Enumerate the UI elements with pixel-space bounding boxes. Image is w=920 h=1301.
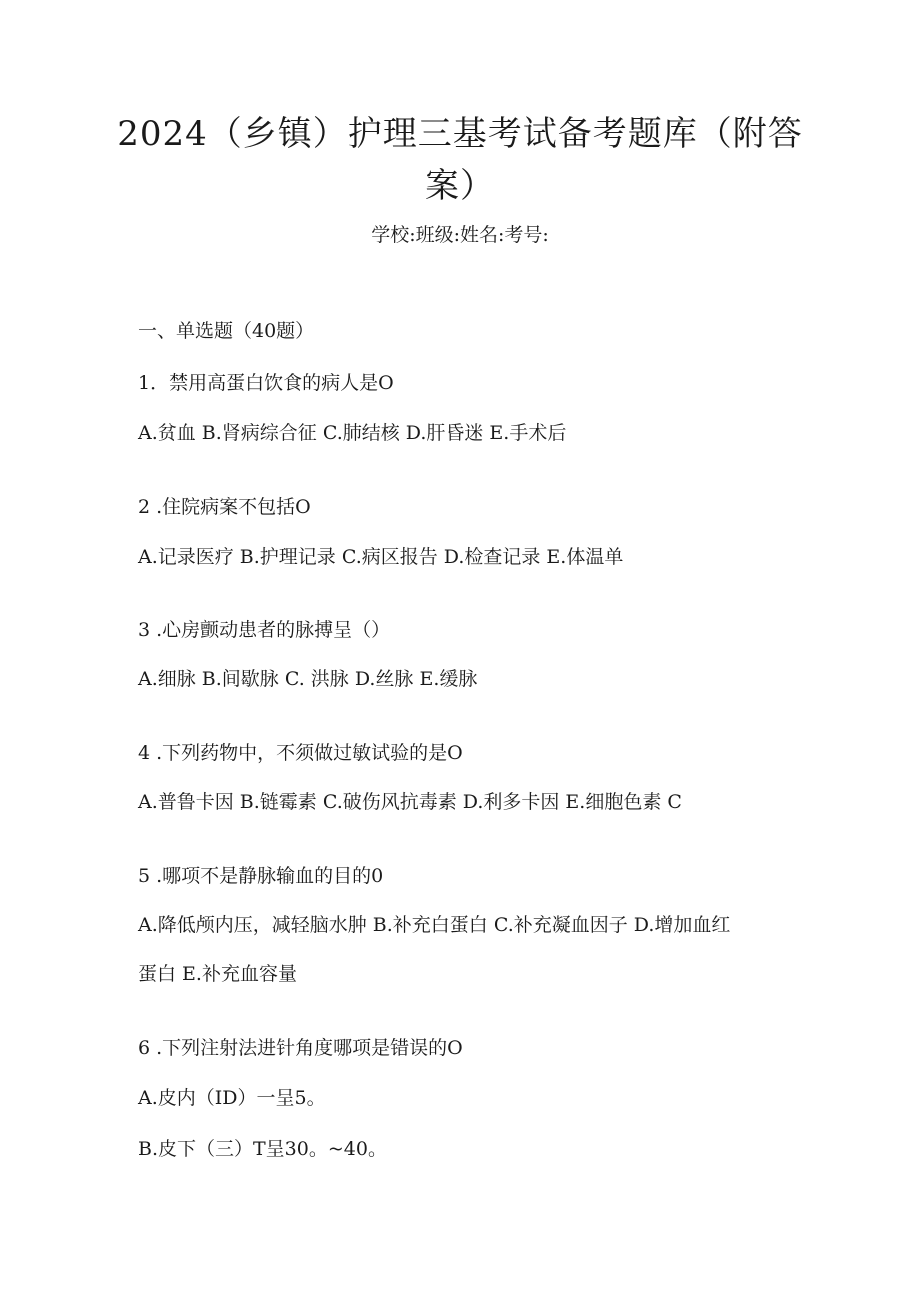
question-1-stem: 1．禁用高蛋白饮食的病人是O (138, 372, 394, 394)
question-2-stem: 2 .住院病案不包括O (138, 496, 311, 518)
section-heading: 一、单选题（40题） (138, 320, 315, 342)
question-5-stem: 5 .哪项不是静脉输血的目的0 (138, 865, 384, 887)
question-4-options: A.普鲁卡因 B.链霉素 C.破伤风抗毒素 D.利多卡因 E.细胞色素 C (138, 791, 682, 813)
question-5-options-line-1: A.降低颅内压，减轻脑水肿 B.补充白蛋白 C.补充凝血因子 D.增加血红 (138, 914, 731, 936)
question-5-options-line-2: 蛋白 E.补充血容量 (138, 963, 297, 985)
question-3-stem: 3 .心房颤动患者的脉搏呈（） (138, 619, 391, 641)
question-1-options: A.贫血 B.肾病综合征 C.肺结核 D.肝昏迷 E.手术后 (138, 422, 567, 444)
question-2-options: A.记录医疗 B.护理记录 C.病区报告 D.检查记录 E.体温单 (138, 546, 624, 568)
question-3-options: A.细脉 B.间歇脉 C. 洪脉 D.丝脉 E.缓脉 (138, 668, 478, 690)
question-6-stem: 6 .下列注射法进针角度哪项是错误的O (138, 1037, 463, 1059)
question-6-option-b: B.皮下（三）T呈30。~40。 (138, 1138, 387, 1160)
question-6-option-a: A.皮内（ID）一呈5。 (138, 1087, 326, 1109)
document-title: 2024（乡镇）护理三基考试备考题库（附答案） (117, 114, 803, 206)
question-4-stem: 4 .下列药物中，不须做过敏试验的是O (138, 742, 463, 764)
student-info-line: 学校:班级:姓名:考号: (371, 224, 549, 246)
